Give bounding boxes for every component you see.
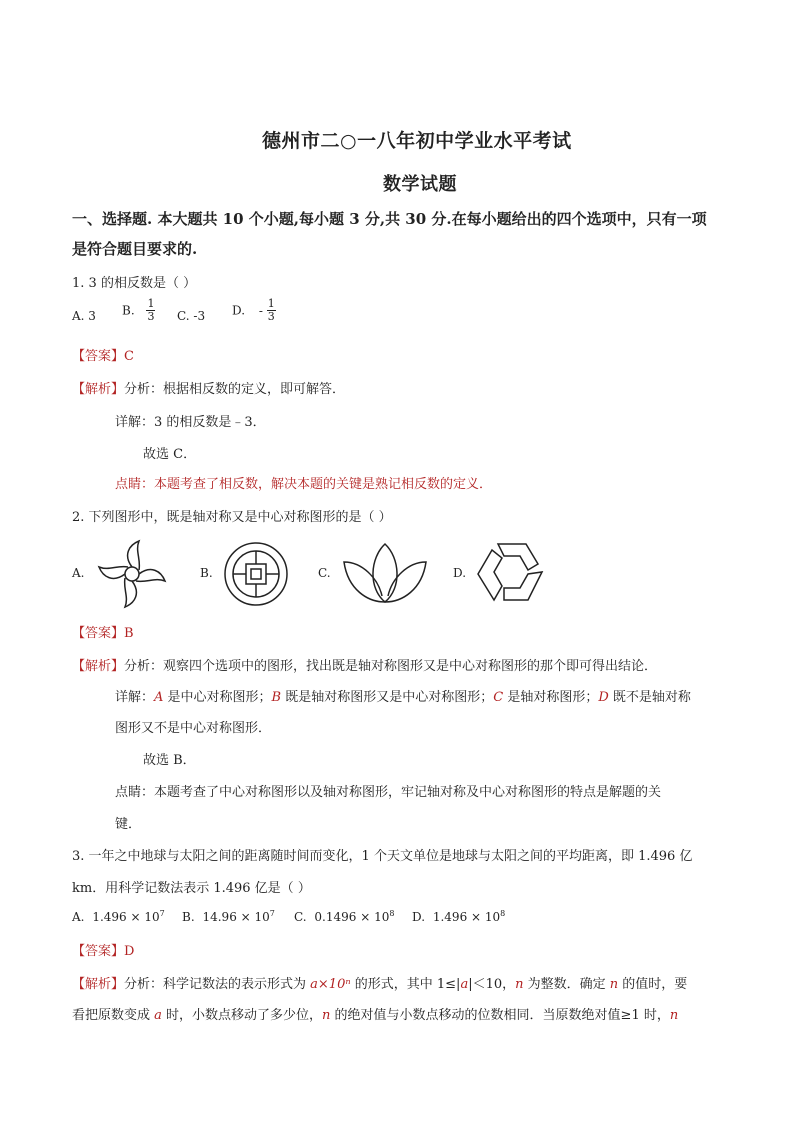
line2-part-f: n [669,1008,679,1023]
detail-d: D [598,690,609,705]
analysis-part-c: 的形式，其中 1≤| [350,977,461,992]
detail-c: C [493,690,504,705]
question-1-option-a: A. 3 [72,309,96,323]
detail-d-text: 既不是轴对称 [608,690,691,705]
option-b-exponent: 7 [269,909,275,918]
section-heading-line2: 是符合题目要求的. [72,240,198,258]
question-1-detail: 详解：3 的相反数是﹣3． [115,415,266,430]
analysis-part-b: a×10ⁿ [310,977,351,992]
question-3-option-a [72,909,165,924]
question-1-option-c: C. -3 [177,309,206,323]
question-2-remark-line1: 点睛：本题考查了中心对称图形以及轴对称图形，牢记轴对称及中心对称图形的特点是解题的关 [115,785,662,800]
analysis-tag: 【解析】 [72,977,125,992]
option-c-value: 0.1496 × 10 [314,910,390,924]
analysis-part-d: a [460,977,469,992]
question-2-remark-line2: 键． [115,817,142,832]
section-heading-line1: 一、选择题. 本大题共 10 个小题,每小题 3 分,共 30 分.在每小题给出的四个选项中，只有一项 [72,210,707,228]
pinwheel-figure-a [95,537,169,611]
detail-a: A [154,690,164,705]
option-d-numerator: 1 [267,297,275,310]
analysis-part-h: n [609,977,619,992]
analysis-tag: 【解析】 [72,382,125,397]
answer-value: B [124,626,134,641]
lotus-figure-c [340,540,430,604]
line2-part-a: 看把原数变成 [72,1008,155,1023]
option-b-prefix: B. [182,910,195,924]
option-d-prefix: D. [412,910,426,924]
question-1-conclusion: 故选 C． [143,447,197,462]
figure-a-label: A. [72,566,85,580]
figure-b-label: B. [200,566,213,580]
option-b-prefix: B. [122,303,135,318]
figure-c-label: C. [318,566,331,580]
analysis-part-f: n [515,977,524,992]
question-1-option-b [122,298,155,323]
option-b-denominator: 3 [147,310,155,323]
coin-figure-b [222,540,290,608]
question-3-analysis-line1 [72,973,687,992]
option-a-prefix: A. [72,910,85,924]
question-3-analysis-line2 [72,1004,678,1023]
option-d-exponent: 8 [500,909,506,918]
question-2-stem: 2. 下列图形中，既是轴对称又是中心对称图形的是（ ） [72,510,392,525]
question-2-detail-line2: 图形又不是中心对称图形． [115,721,272,736]
question-2-conclusion: 故选 B． [143,753,196,768]
question-3-stem-line2: km．用科学记数法表示 1.496 亿是（ ） [72,881,311,896]
question-3-stem-line1: 3. 一年之中地球与太阳之间的距离随时间而变化，1 个天文单位是地球与太阳之间的平均距离，即 1.496 亿 [72,849,693,864]
detail-c-text: 是轴对称图形； [503,690,599,705]
option-d-prefix: D. [232,303,246,318]
question-3-option-d [412,909,505,924]
page-subtitle: 数学试题 [383,174,457,195]
answer-value: D [124,944,135,959]
figure-d-label: D. [453,566,467,580]
line2-part-e: 的绝对值与小数点移动的位数相同．当原数绝对值≥1 时， [330,1008,670,1023]
analysis-part-i: 的值时，要 [618,977,688,992]
option-d-fraction [267,298,276,323]
option-a-exponent: 7 [159,909,165,918]
line2-part-d: n [322,1008,331,1023]
option-d-denominator: 3 [267,310,275,323]
question-3-option-b [182,909,275,924]
question-2-detail-line1 [115,686,691,705]
detail-a-text: 是中心对称图形； [163,690,272,705]
analysis-text: 分析：根据相反数的定义，即可解答． [124,382,346,397]
option-c-exponent: 8 [389,909,395,918]
option-d-sign: - [258,303,263,318]
answer-tag: 【答案】 [72,349,125,364]
option-c-prefix: C. [294,910,307,924]
analysis-text: 分析：观察四个选项中的图形，找出既是轴对称图形又是中心对称图形的那个即可得出结论． [124,659,658,674]
recycle-figure-d [474,540,550,606]
question-3-answer [72,940,134,959]
analysis-part-a: 分析：科学记数法的表示形式为 [124,977,311,992]
question-3-option-c [294,909,394,924]
detail-prefix: 详解： [115,690,155,705]
question-1-analysis [72,378,345,397]
line2-part-c: 时，小数点移动了多少位， [161,1008,323,1023]
question-2-analysis [72,655,657,674]
option-b-value: 14.96 × 10 [202,910,270,924]
detail-b-text: 既是轴对称图形又是中心对称图形； [281,690,494,705]
analysis-part-g: 为整数．确定 [523,977,610,992]
question-1-remark: 点睛：本题考查了相反数，解决本题的关键是熟记相反数的定义． [115,477,493,492]
question-1-option-d [232,298,276,323]
analysis-tag: 【解析】 [72,659,125,674]
option-b-numerator: 1 [147,297,155,310]
question-2-answer [72,622,134,641]
analysis-part-e: |＜10， [468,977,516,992]
page-title: 德州市二○一八年初中学业水平考试 [262,130,572,152]
answer-value: C [124,349,134,364]
line2-part-b: a [154,1008,162,1023]
option-a-value: 1.496 × 10 [92,910,160,924]
option-b-fraction [146,298,155,323]
question-1-stem: 1. 3 的相反数是（ ） [72,276,197,291]
answer-tag: 【答案】 [72,626,125,641]
answer-tag: 【答案】 [72,944,125,959]
detail-b: B [271,690,282,705]
question-1-answer [72,345,134,364]
option-d-value: 1.496 × 10 [432,910,501,924]
